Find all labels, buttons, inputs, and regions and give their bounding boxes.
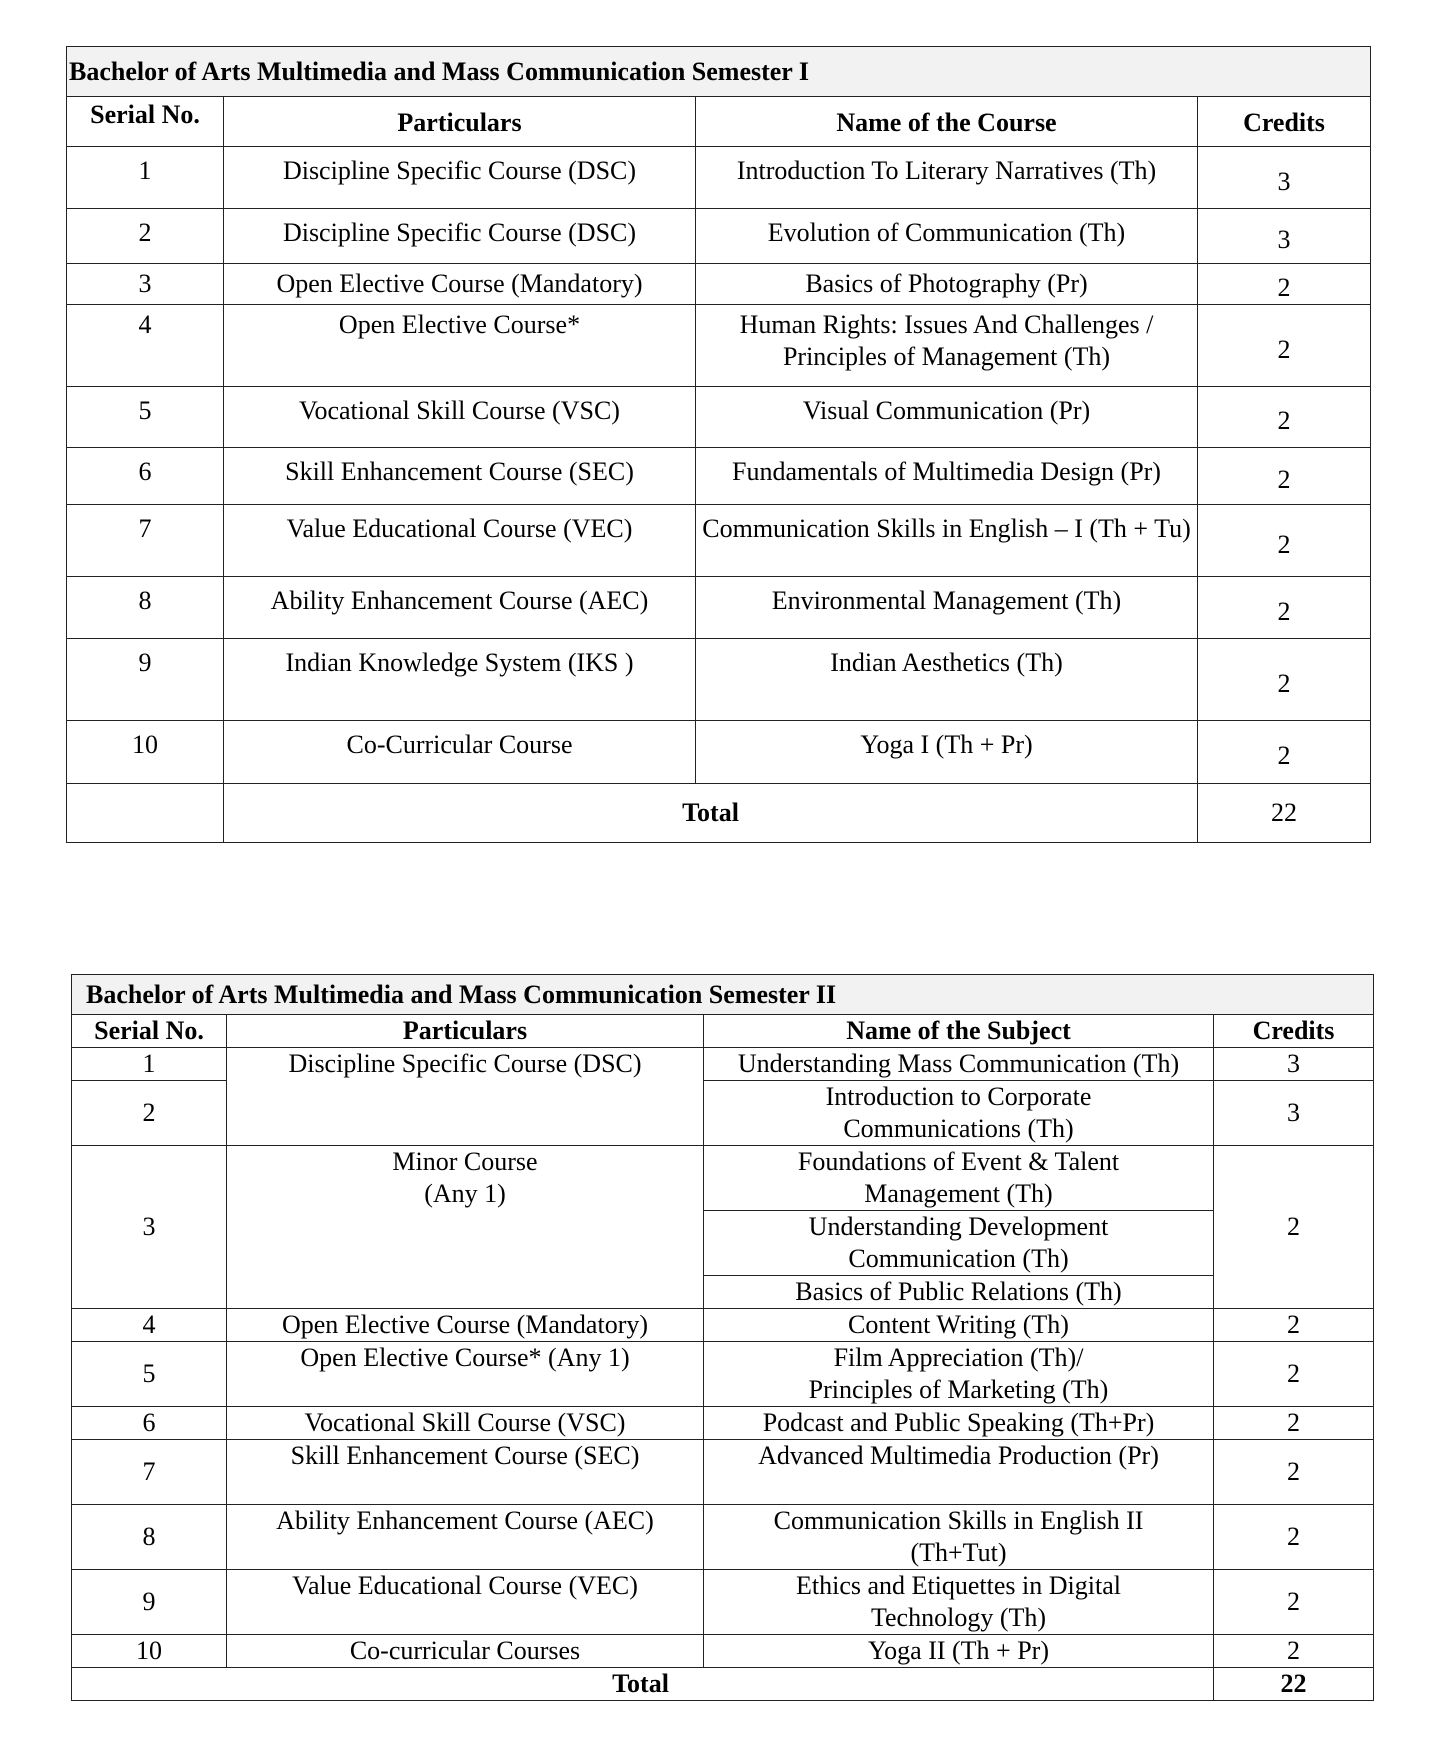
serial-cell: 3 (72, 1146, 227, 1309)
credits-cell: 2 (1214, 1407, 1374, 1440)
particulars-cell (227, 1146, 704, 1309)
particulars-cell: Skill Enhancement Course (SEC) (224, 448, 696, 505)
serial-cell: 4 (67, 305, 224, 387)
particulars-cell: Open Elective Course (Mandatory) (224, 264, 696, 305)
table-row (72, 1635, 1374, 1668)
table-row (72, 1407, 1374, 1440)
particulars-cell: Open Elective Course* (224, 305, 696, 387)
course-cell: Human Rights: Issues And Challenges / Principles of Management (Th) (696, 305, 1198, 387)
particulars-cell: Vocational Skill Course (VSC) (224, 387, 696, 448)
course-cell: Fundamentals of Multimedia Design (Pr) (696, 448, 1198, 505)
credits-cell: 2 (1198, 721, 1371, 784)
serial-cell: 5 (67, 387, 224, 448)
serial-cell: 8 (72, 1505, 227, 1570)
course-cell: Yoga I (Th + Pr) (696, 721, 1198, 784)
table-row (67, 387, 1371, 448)
table-row (67, 639, 1371, 721)
course-cell: Evolution of Communication (Th) (696, 209, 1198, 264)
header-particulars: Particulars (227, 1015, 704, 1048)
table-row (72, 1440, 1374, 1505)
header-course: Name of the Course (696, 97, 1198, 147)
serial-cell: 1 (72, 1048, 227, 1081)
serial-cell: 1 (67, 147, 224, 209)
credits-cell: 2 (1214, 1440, 1374, 1505)
total-credits: 22 (1214, 1668, 1374, 1701)
total-row (67, 784, 1371, 843)
particulars-line: Minor Course (392, 1147, 538, 1176)
particulars-line: (Any 1) (424, 1179, 506, 1208)
serial-cell: 9 (72, 1570, 227, 1635)
particulars-cell: Discipline Specific Course (DSC) (227, 1048, 704, 1146)
credits-cell: 2 (1214, 1146, 1374, 1309)
header-subject: Name of the Subject (704, 1015, 1214, 1048)
table-row (67, 577, 1371, 639)
serial-cell: 8 (67, 577, 224, 639)
serial-cell: 9 (67, 639, 224, 721)
serial-cell: 10 (72, 1635, 227, 1668)
header-serial: Serial No. (72, 1015, 227, 1048)
particulars-cell: Skill Enhancement Course (SEC) (227, 1440, 704, 1505)
particulars-cell: Ability Enhancement Course (AEC) (227, 1505, 704, 1570)
course-cell: Visual Communication (Pr) (696, 387, 1198, 448)
course-cell: Indian Aesthetics (Th) (696, 639, 1198, 721)
table-row (67, 264, 1371, 305)
serial-cell: 6 (67, 448, 224, 505)
particulars-cell: Vocational Skill Course (VSC) (227, 1407, 704, 1440)
credits-cell: 2 (1198, 387, 1371, 448)
course-cell: Introduction To Literary Narratives (Th) (696, 147, 1198, 209)
credits-cell: 2 (1198, 639, 1371, 721)
semester-2-table (71, 974, 1374, 1701)
course-cell: Environmental Management (Th) (696, 577, 1198, 639)
subject-cell: Basics of Public Relations (Th) (704, 1276, 1214, 1309)
total-row (72, 1668, 1374, 1701)
credits-cell: 2 (1214, 1505, 1374, 1570)
particulars-cell: Open Elective Course* (Any 1) (227, 1342, 704, 1407)
table-row (72, 1570, 1374, 1635)
subject-cell: Introduction to Corporate Communications (Th) (704, 1081, 1214, 1146)
particulars-cell: Co-Curricular Course (224, 721, 696, 784)
serial-cell: 5 (72, 1342, 227, 1407)
credits-cell: 2 (1214, 1570, 1374, 1635)
subject-cell: Yoga II (Th + Pr) (704, 1635, 1214, 1668)
credits-cell: 3 (1198, 147, 1371, 209)
table-row (67, 209, 1371, 264)
credits-cell: 3 (1198, 209, 1371, 264)
credits-cell: 3 (1214, 1048, 1374, 1081)
table-row (72, 1309, 1374, 1342)
subject-line: Film Appreciation (Th)/ (833, 1343, 1084, 1372)
header-credits: Credits (1198, 97, 1371, 147)
credits-cell: 2 (1198, 264, 1371, 305)
particulars-cell: Discipline Specific Course (DSC) (224, 209, 696, 264)
serial-cell: 10 (67, 721, 224, 784)
serial-cell: 6 (72, 1407, 227, 1440)
header-serial: Serial No. (67, 97, 224, 147)
table-row (72, 1342, 1374, 1407)
table-row (67, 505, 1371, 577)
credits-cell: 2 (1198, 505, 1371, 577)
course-cell: Communication Skills in English – I (Th + Tu) (696, 505, 1198, 577)
total-label: Total (72, 1668, 1214, 1701)
subject-cell: Advanced Multimedia Production (Pr) (704, 1440, 1214, 1505)
course-cell: Basics of Photography (Pr) (696, 264, 1198, 305)
serial-cell: 7 (67, 505, 224, 577)
total-label: Total (224, 784, 1198, 843)
credits-cell: 2 (1198, 448, 1371, 505)
subject-cell: Understanding Mass Communication (Th) (704, 1048, 1214, 1081)
table-row (67, 305, 1371, 387)
table-row (67, 721, 1371, 784)
subject-cell: Ethics and Etiquettes in Digital Technology (Th) (704, 1570, 1214, 1635)
header-credits: Credits (1214, 1015, 1374, 1048)
particulars-cell: Open Elective Course (Mandatory) (227, 1309, 704, 1342)
header-particulars: Particulars (224, 97, 696, 147)
subject-cell (704, 1342, 1214, 1407)
serial-cell: 4 (72, 1309, 227, 1342)
semester-1-title: Bachelor of Arts Multimedia and Mass Communication Semester I (67, 47, 1371, 97)
particulars-cell: Indian Knowledge System (IKS ) (224, 639, 696, 721)
particulars-cell: Co-curricular Courses (227, 1635, 704, 1668)
table-row (67, 448, 1371, 505)
serial-cell: 7 (72, 1440, 227, 1505)
serial-cell: 3 (67, 264, 224, 305)
credits-cell: 2 (1198, 577, 1371, 639)
serial-cell: 2 (67, 209, 224, 264)
credits-cell: 3 (1214, 1081, 1374, 1146)
serial-cell: 2 (72, 1081, 227, 1146)
subject-line: Principles of Marketing (Th) (808, 1375, 1109, 1404)
table-row (67, 147, 1371, 209)
subject-cell: Foundations of Event & Talent Management (Th) (704, 1146, 1214, 1211)
semester-2-title: Bachelor of Arts Multimedia and Mass Communication Semester II (72, 975, 1374, 1015)
subject-cell: Podcast and Public Speaking (Th+Pr) (704, 1407, 1214, 1440)
credits-cell: 2 (1214, 1342, 1374, 1407)
table-row (72, 1048, 1374, 1081)
subject-cell: Communication Skills in English II (Th+Tut) (704, 1505, 1214, 1570)
particulars-cell: Ability Enhancement Course (AEC) (224, 577, 696, 639)
particulars-cell: Value Educational Course (VEC) (224, 505, 696, 577)
subject-cell: Understanding Development Communication (Th) (704, 1211, 1214, 1276)
credits-cell: 2 (1214, 1635, 1374, 1668)
table-row (72, 1146, 1374, 1211)
credits-cell: 2 (1214, 1309, 1374, 1342)
total-credits: 22 (1198, 784, 1371, 843)
particulars-cell: Discipline Specific Course (DSC) (224, 147, 696, 209)
semester-1-table (66, 46, 1371, 843)
table-row (72, 1505, 1374, 1570)
credits-cell: 2 (1198, 305, 1371, 387)
particulars-cell: Value Educational Course (VEC) (227, 1570, 704, 1635)
subject-cell: Content Writing (Th) (704, 1309, 1214, 1342)
